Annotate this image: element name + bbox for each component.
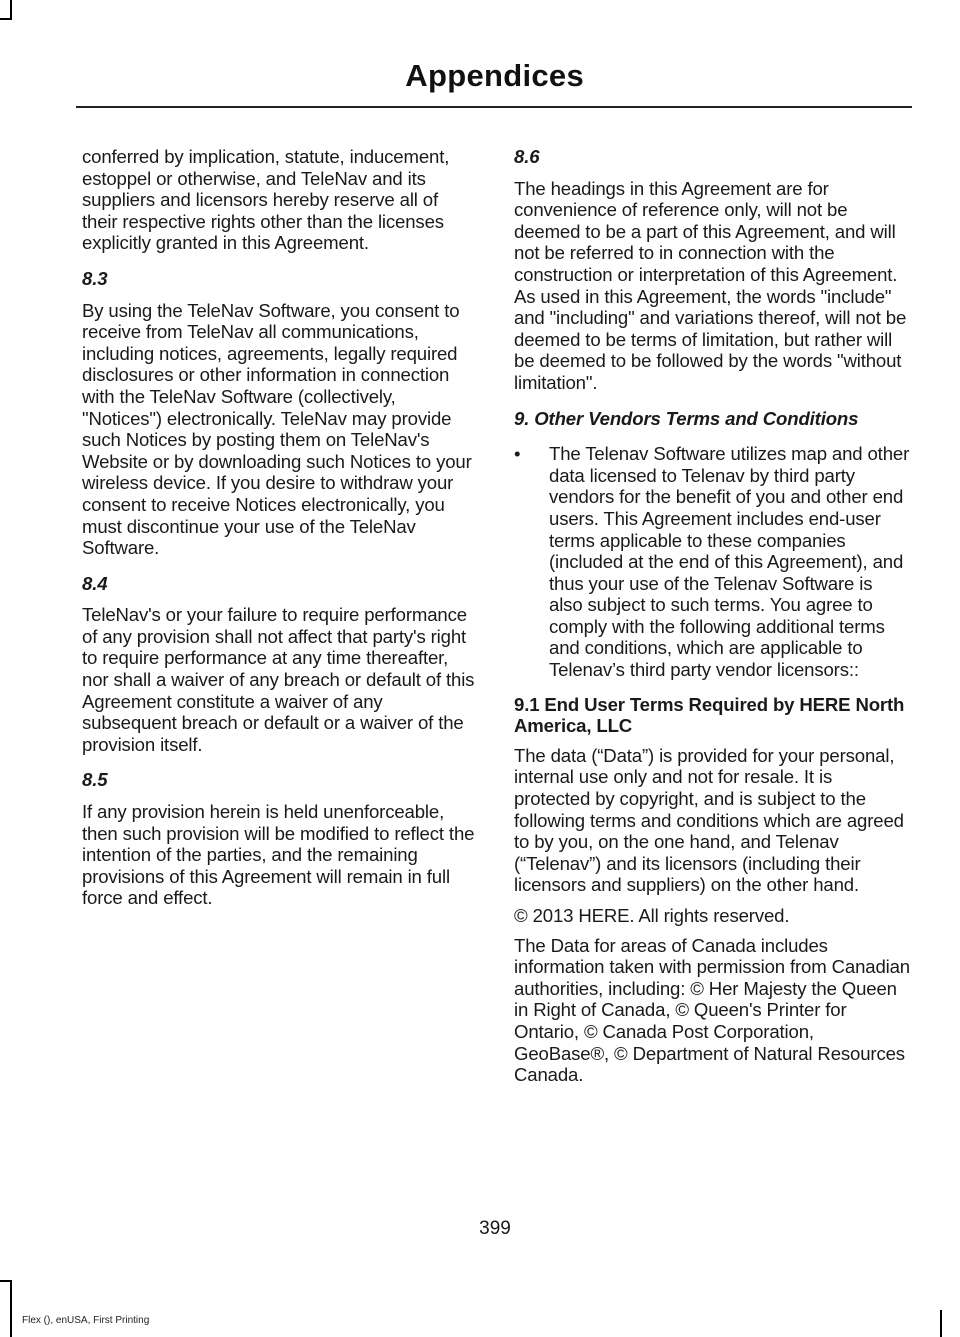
section-heading: 9.1 End User Terms Required by HERE North America, LLC <box>514 693 905 737</box>
bullet-item <box>514 443 910 681</box>
right-column <box>514 146 910 1094</box>
paragraph: TeleNav's or your failure to require performance of any provision shall not affect that party's right to require performance at any time thereafter, nor shall a waiver of any breach or default of this Agreement constitute a waiver of any subsequent breach or default or a waiver of the provision itself. <box>82 604 475 755</box>
paragraph: The data (“Data”) is provided for your personal, internal use only and not for resale. It is protected by copyright, and is subject to the following terms and conditions which are agreed to by you, on the one hand, and Telenav (“Telenav”) and its licensors (including their licensors and suppliers) on the other hand. <box>514 744 904 896</box>
bullet-marker: • <box>514 443 521 465</box>
crop-mark-bottom-left <box>10 1280 12 1337</box>
paragraph: conferred by implication, statute, inducement, estoppel or otherwise, and TeleNav and its suppliers and licensors hereby reserve all of their respective rights other than the licenses explicitly granted in this Agreement. <box>82 146 450 254</box>
bullet-text: The Telenav Software utilizes map and other data licensed to Telenav by third party vendors for the benefit of you and other end users. This Agreement includes end-user terms applicable to these companies (included at the end of this Agreement), and thus your use of the Telenav Software is also subject to such terms. You agree to comply with the following additional terms and conditions, which are applicable to Telenav’s third party vendor licensors:: <box>549 443 910 681</box>
section-heading: 8.6 <box>514 146 540 167</box>
paragraph: By using the TeleNav Software, you consent to receive from TeleNav all communications, including notices, agreements, legally required disclosures or other information in connection with the TeleNav Software (collectively, "Notices") electronically. TeleNav may provide such Notices by posting them on TeleNav's Website or by downloading such Notices to your wireless device. If you desire to withdraw your consent to receive Notices electronically, you must discontinue your use of the TeleNav Software. <box>82 299 472 559</box>
header-divider <box>76 106 912 108</box>
section-heading: 8.3 <box>82 267 108 289</box>
crop-mark-bottom-right <box>940 1310 942 1337</box>
page-header-title: Appendices <box>405 58 584 93</box>
paragraph: If any provision herein is held unenforceable, then such provision will be modified to reflect the intention of the parties, and the remaining provisions of this Agreement will remain in full force and effect. <box>82 801 475 909</box>
paragraph: The Data for areas of Canada includes information taken with permission from Canadian authorities, including: © Her Majesty the Queen in Right of Canada, © Queen's Printer for Ontario, © Canada Post Corporation, GeoBase®, © Department of Natural Resources Canada. <box>514 934 911 1086</box>
page-number: 399 <box>479 1218 511 1239</box>
crop-mark-top-left <box>10 0 12 20</box>
paragraph: The headings in this Agreement are for convenience of reference only, will not be deemed to be a part of this Agreement, and will not be referred to in connection with the construction or interpretation of this Agreement. As used in this Agreement, the words "include" and "including" and variations thereof, will not be deemed to be terms of limitation, but rather will be deemed to be followed by the words "without limitation". <box>514 177 907 393</box>
section-heading: 8.5 <box>82 769 108 791</box>
section-heading: 9. Other Vendors Terms and Conditions <box>514 407 859 429</box>
paragraph: © 2013 HERE. All rights reserved. <box>514 904 790 926</box>
section-heading: 8.4 <box>82 572 108 594</box>
crop-mark-bottom-left-horizontal <box>0 1280 12 1282</box>
crop-mark-top-left-horizontal <box>0 18 12 20</box>
left-column <box>82 146 478 918</box>
footer-printing-info: Flex (), enUSA, First Printing <box>22 1315 150 1326</box>
